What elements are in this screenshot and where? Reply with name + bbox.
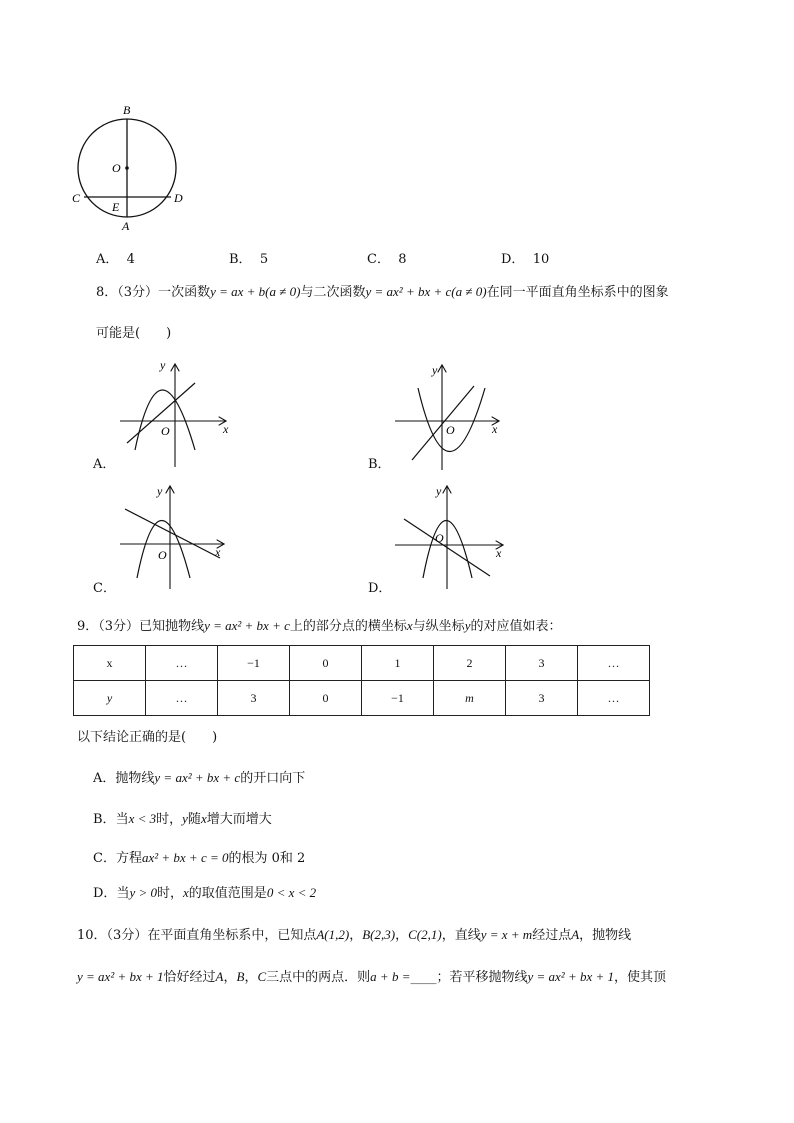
q8-graph-c (115, 483, 240, 593)
q9-stem: 9．（3分）已知抛物线y = ax² + bx + c上的部分点的横坐标x与纵坐标y的对应值如表： (77, 618, 562, 634)
q7-option-b[interactable]: B． 5 (229, 252, 269, 267)
q9-option-c[interactable]: C．方程ax² + bx + c = 0的根为 0和 2 (93, 850, 306, 866)
svg-text:y: y (436, 484, 442, 498)
answer-blank[interactable]: ____ (410, 970, 437, 985)
q7-option-a[interactable]: A． 4 (96, 252, 135, 267)
q8-graph-a (115, 355, 240, 470)
q8-option-d[interactable]: D． (368, 581, 392, 596)
q8-option-a[interactable]: A． (93, 457, 116, 472)
q7-options (96, 248, 696, 266)
q8-stem-line2: 可能是( ) (96, 326, 172, 341)
svg-text:O: O (435, 531, 444, 545)
label-c: C (72, 191, 81, 205)
parabola (135, 390, 195, 450)
parabola (418, 388, 485, 452)
label-a: A (122, 219, 130, 233)
svg-text:y: y (432, 363, 438, 377)
label-o: O (112, 161, 121, 175)
q8-option-b[interactable]: B． (368, 457, 391, 472)
svg-text:O: O (161, 424, 170, 438)
q7-option-c[interactable]: C． 8 (367, 252, 407, 267)
line (125, 509, 220, 558)
q9-option-b[interactable]: B．当x < 3时，y随x增大而增大 (93, 811, 272, 827)
svg-text:x: x (492, 422, 498, 436)
svg-text:x: x (223, 422, 229, 436)
svg-text:O: O (158, 548, 167, 562)
circle-figure (60, 100, 190, 235)
q9-value-table (73, 645, 650, 716)
svg-text:x: x (496, 546, 502, 560)
q8-graph-b (390, 360, 515, 475)
table-row-x: x … −1 0 1 2 3 … (74, 646, 650, 681)
center-dot (125, 166, 129, 170)
label-e: E (112, 200, 120, 214)
svg-text:y: y (157, 484, 163, 498)
q9-option-d[interactable]: D．当y > 0时，x的取值范围是0 < x < 2 (93, 885, 317, 901)
label-d: D (174, 191, 183, 205)
svg-text:x: x (215, 545, 221, 559)
q10-stem-line1: 10．（3分）在平面直角坐标系中，已知点A(1,2)，B(2,3)，C(2,1)，直线y = x + m经过点A，抛物线 (77, 927, 632, 943)
svg-text:y: y (160, 358, 166, 372)
q9-option-a[interactable]: A．抛物线y = ax² + bx + c的开口向下 (93, 770, 306, 786)
q8-graph-d (390, 483, 515, 593)
table-row-y: y … 3 0 −1 m 3 … (74, 681, 650, 716)
q10-stem-line2: y = ax² + bx + 1恰好经过A，B，C三点中的两点．则a + b =____；若平移抛物线y = ax² + bx + 1，使其顶 (77, 969, 667, 985)
label-b: B (123, 103, 131, 117)
svg-text:O: O (446, 423, 455, 437)
q8-option-c[interactable]: C． (93, 581, 116, 596)
q7-option-d[interactable]: D． 10 (501, 252, 550, 267)
q8-stem-line1: 8．（3分）一次函数y = ax + b(a ≠ 0)与二次函数y = ax² + bx + c(a ≠ 0)在同一平面直角坐标系中的图象 (96, 284, 669, 300)
q9-prompt: 以下结论正确的是( ) (77, 730, 218, 745)
